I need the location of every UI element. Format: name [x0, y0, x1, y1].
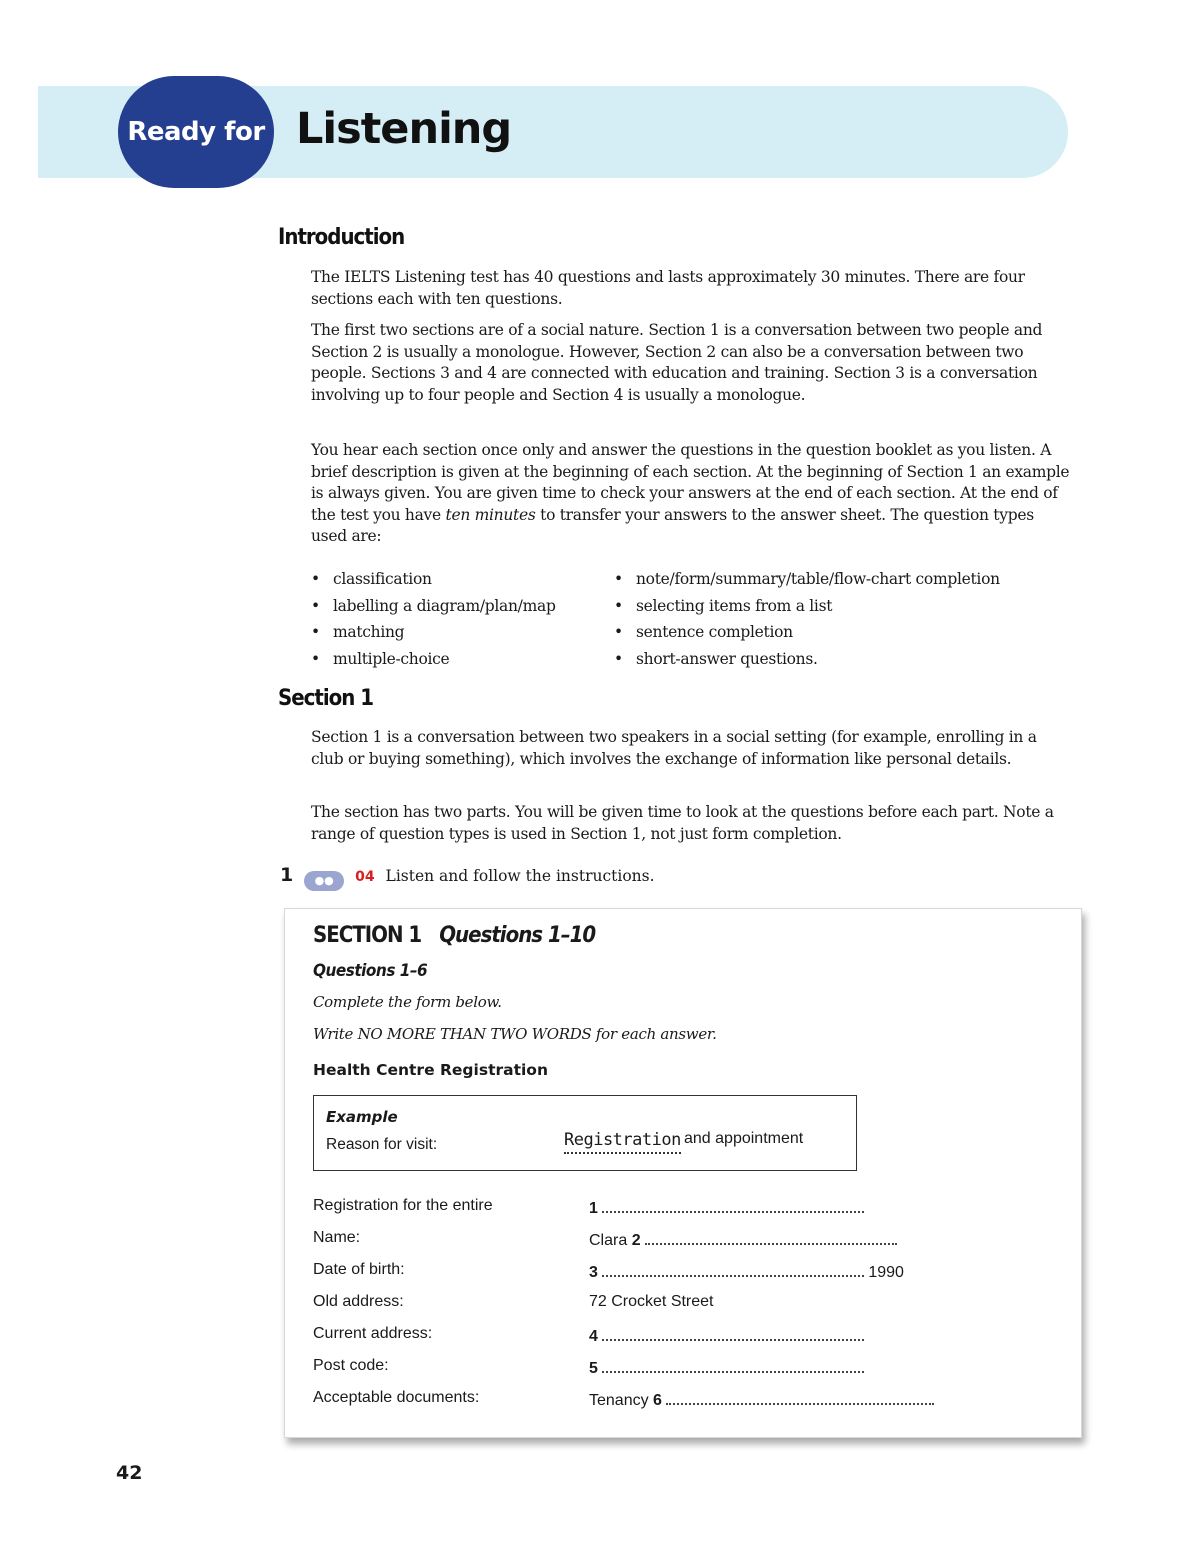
exam-subtitle: Questions 1–6 [313, 961, 428, 981]
exam-instruction-1: Complete the form below. [313, 993, 502, 1011]
example-answer-rest: and appointment [684, 1130, 804, 1147]
form-title: Health Centre Registration [313, 1061, 548, 1079]
page-number: 42 [116, 1462, 143, 1484]
introduction-heading: Introduction [278, 225, 405, 250]
list-item: • selecting items from a list [614, 593, 1000, 620]
form-row-label: Name: [313, 1229, 361, 1246]
form-row [313, 1197, 1053, 1221]
task-instruction [280, 864, 655, 891]
form-row-label: Date of birth: [313, 1261, 405, 1278]
question-number: 2 [631, 1232, 641, 1249]
form-row-value [589, 1389, 934, 1410]
form-row-value [589, 1325, 864, 1346]
intro-paragraph-3: You hear each section once only and answer the questions in the question booklet as you listen. A brief description is given at the beginning of each section. At the beginning of Section 1 an example is always given. You are given time to check your answers at the end of each section. At the end of the test you have ten minutes to transfer your answers to the answer sheet. The question types used are: [311, 441, 1070, 545]
list-item: • labelling a diagram/plan/map [311, 593, 556, 620]
question-types-list-right [614, 566, 1000, 672]
question-number: 5 [589, 1360, 598, 1377]
question-number: 1 [589, 1200, 598, 1217]
question-types-list-left [311, 566, 556, 672]
audio-cd-icon[interactable]: ●● [304, 871, 344, 891]
form-row-value [589, 1357, 864, 1378]
page-title: Listening [296, 104, 512, 154]
answer-blank[interactable] [602, 1261, 864, 1277]
list-item: • sentence completion [614, 619, 1000, 646]
question-number: 4 [589, 1328, 598, 1345]
form-row-value [589, 1261, 904, 1282]
intro-paragraph-1: The IELTS Listening test has 40 questions and lasts approximately 30 minutes. There are four sections each with ten questions. [311, 268, 1025, 308]
answer-blank[interactable] [602, 1357, 864, 1373]
section1-paragraph-2: The section has two parts. You will be given time to look at the questions before each part. Note a range of question types is used in Section 1, not just form completion. [311, 803, 1054, 843]
form-row [313, 1357, 1053, 1381]
form-row-value [589, 1229, 897, 1250]
form-row-value [589, 1197, 864, 1218]
question-number: 6 [653, 1392, 662, 1409]
form-row-label: Current address: [313, 1325, 433, 1342]
form-row-label: Registration for the entire [313, 1197, 493, 1214]
emphasis-text: ten minutes [445, 505, 536, 524]
exam-question-box [284, 908, 1082, 1438]
answer-blank[interactable] [645, 1229, 897, 1245]
form-row [313, 1325, 1053, 1349]
form-row-label: Old address: [313, 1293, 404, 1310]
ready-for-badge: Ready for [118, 76, 274, 188]
question-number: 3 [589, 1264, 598, 1281]
example-label: Example [326, 1108, 398, 1126]
list-item: • multiple-choice [311, 646, 556, 673]
example-box [313, 1095, 857, 1171]
intro-paragraph-2: The first two sections are of a social nature. Section 1 is a conversation between two people and Section 2 is usually a monologue. However, Section 2 can also be a conversation between two people. Sections 3 and 4 are connected with education and training. Section 3 is a conversation involving up to four people and Section 4 is usually a monologue. [311, 321, 1043, 404]
example-field-label: Reason for visit: [326, 1136, 438, 1153]
list-item: • classification [311, 566, 556, 593]
list-item: • short-answer questions. [614, 646, 1000, 673]
form-row-value [589, 1293, 714, 1311]
list-item: • matching [311, 619, 556, 646]
form-row-prefix: Clara [589, 1232, 632, 1249]
exam-section-label: SECTION 1 [313, 923, 422, 948]
example-answer: Registration [564, 1130, 681, 1154]
exam-instruction-2: Write NO MORE THAN TWO WORDS for each answer. [313, 1025, 717, 1043]
task-text: Listen and follow the instructions. [385, 867, 655, 885]
form-row [313, 1389, 1053, 1413]
list-item: • note/form/summary/table/flow-chart completion [614, 566, 1000, 593]
answer-blank[interactable] [602, 1325, 864, 1341]
track-number: 04 [355, 869, 375, 885]
section1-paragraph-1: Section 1 is a conversation between two speakers in a social setting (for example, enrolling in a club or buying something), which involves the exchange of information like personal details. [311, 728, 1037, 768]
form-row [313, 1261, 1053, 1285]
answer-blank[interactable] [602, 1197, 864, 1213]
form-row-label: Post code: [313, 1357, 389, 1374]
form-row-prefix: 72 Crocket Street [589, 1293, 714, 1310]
form-row [313, 1229, 1053, 1253]
answer-blank[interactable] [666, 1389, 934, 1405]
task-number: 1 [280, 864, 294, 886]
section1-heading: Section 1 [278, 686, 374, 711]
form-row-prefix: Tenancy [589, 1392, 654, 1409]
exam-question-range: Questions 1–10 [439, 923, 596, 948]
form-row-suffix: 1990 [863, 1264, 904, 1281]
form-row [313, 1293, 1053, 1317]
exam-section-title [313, 923, 595, 948]
form-row-label: Acceptable documents: [313, 1389, 480, 1406]
